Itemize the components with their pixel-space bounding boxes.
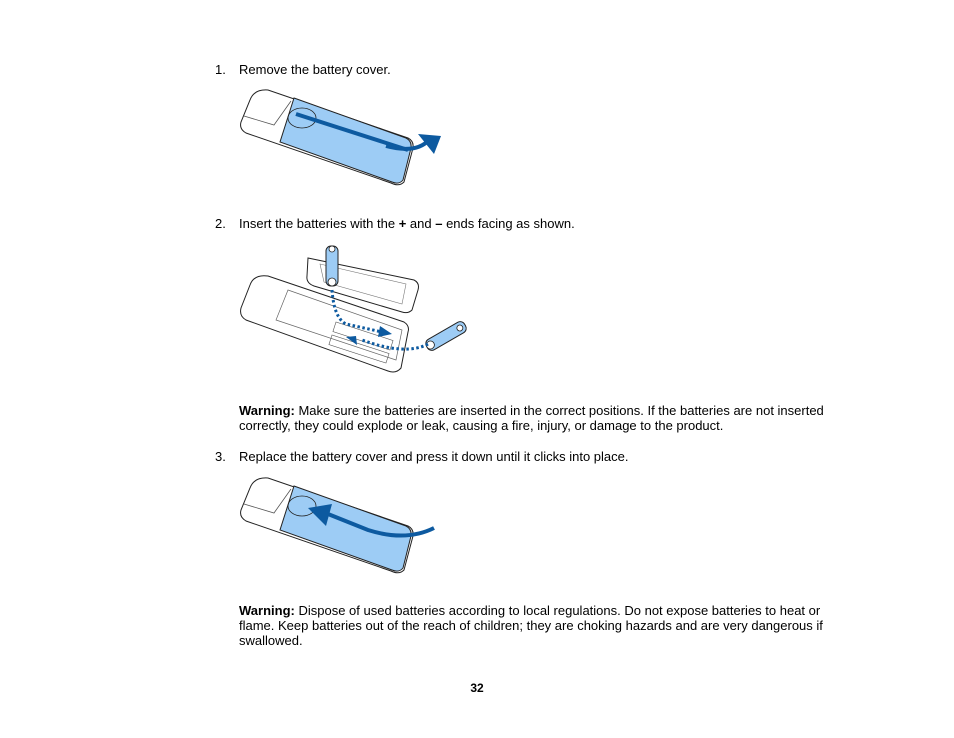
step-number: 3. (215, 449, 226, 464)
warning-note (239, 403, 829, 433)
warning-text: Dispose of used batteries according to local regulations. Do not expose batteries to heat or flame. Keep batteries out of the reach of children; they are choking hazards and are very dangerous if swallowed. (239, 603, 823, 648)
minus-symbol: – (435, 216, 443, 231)
page-number: 32 (470, 681, 484, 695)
warning-label: Warning: (239, 403, 295, 418)
step-text: Insert the batteries with the + and – ends facing as shown. (239, 216, 575, 231)
plus-symbol: + (398, 216, 407, 231)
replace-cover-illustration (236, 474, 446, 574)
step-number: 1. (215, 62, 226, 77)
warning-text: Make sure the batteries are inserted in the correct positions. If the batteries are not inserted correctly, they could explode or leak, causing a fire, injury, or damage to the product. (239, 403, 824, 433)
insert-batteries-illustration (236, 240, 471, 375)
warning-label: Warning: (239, 603, 295, 618)
remove-cover-illustration (236, 86, 446, 186)
step-text: Remove the battery cover. (239, 62, 391, 77)
step-text: Replace the battery cover and press it down until it clicks into place. (239, 449, 629, 464)
battery-lying-icon (424, 320, 468, 352)
battery-standing-icon (326, 246, 338, 286)
warning-note (239, 603, 829, 648)
step-number: 2. (215, 216, 226, 231)
